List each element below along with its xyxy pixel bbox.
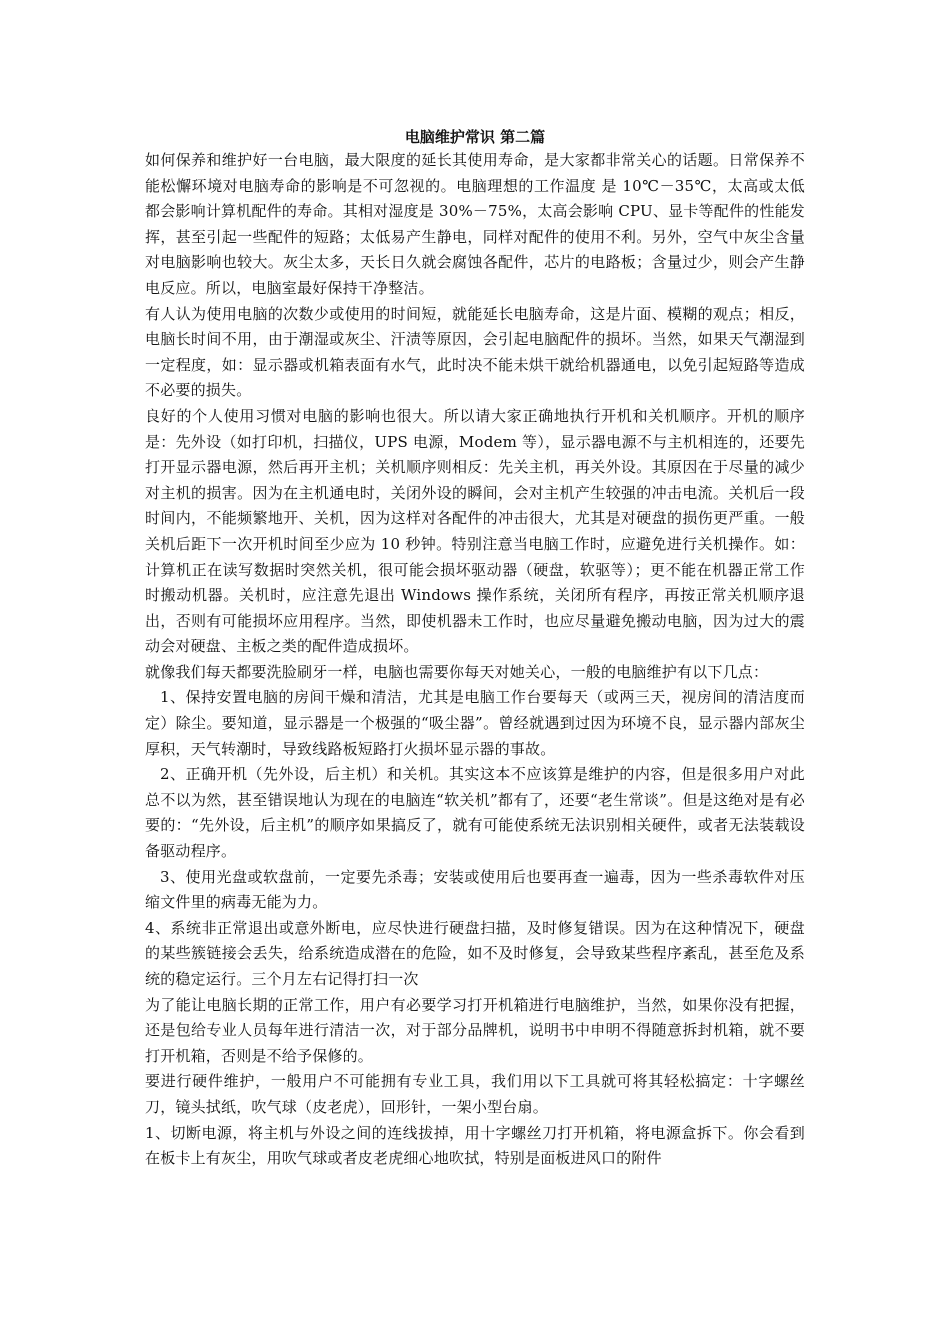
paragraph-power-order: 良好的个人使用习惯对电脑的影响也很大。所以请大家正确地执行开机和关机顺序。开机的顺序是：先外设（如打印机，扫描仪，UPS 电源，Modem 等），显示器电源不与主机相连的，还要先打开显示器电源，然后再开主机；关机顺序则相反：先关主机，再关外设。其原因在于尽量的减少对主机的损害。因为在主机通电时，关闭外设的瞬间，会对主机产生较强的冲击电流。关机后一段时间内，不能频繁地开、关机，因为这样对各配件的冲击很大，尤其是对硬盘的损伤更严重。一般关机后距下一次开机时间至少应为 10 秒钟。特别注意当电脑工作时，应避免进行关机操作。如：计算机正在读写数据时突然关机，很可能会损坏驱动器（硬盘，软驱等）；更不能在机器正常工作时搬动机器。关机时，应注意先退出 Windows 操作系统，关闭所有程序，再按正常关机顺序退出，否则有可能损坏应用程序。当然，即使机器未工作时，也应尽量避免搬动电脑，因为过大的震动会对硬盘、主板之类的配件造成损坏。 [145,406,805,656]
paragraph-tools: 要进行硬件维护，一般用户不可能拥有专业工具，我们用以下工具就可将其轻松搞定：十字螺丝刀，镜头拭纸，吹气球（皮老虎），回形针，一架小型台扇。 [145,1072,805,1116]
paragraph-daily-care: 就像我们每天都要洗脸刷牙一样，电脑也需要你每天对她关心，一般的电脑维护有以下几点： [145,662,769,681]
paragraph-intro: 如何保养和维护好一台电脑，最大限度的延长其使用寿命，是大家都非常关心的话题。日常保养不能松懈环境对电脑寿命的影响是不可忽视的。电脑理想的工作温度 是 10℃－35℃，太高或太低都会影响计算机配件的寿命。其相对湿度是 30%－75%，太高会影响 CPU、显卡等配件的性能发挥，甚至引起一些配件的短路；太低易产生静电，同样对配件的使用不利。另外，空气中灰尘含量对电脑影响也较大。灰尘太多，天长日久就会腐蚀各配件，芯片的电路板；含量过少，则会产生静电反应。所以，电脑室最好保持干净整洁。 [145,151,805,297]
list-item-2: 2、正确开机（先外设，后主机）和关机。其实这本不应该算是维护的内容，但是很多用户对此总不以为然，甚至错误地认为现在的电脑连“软关机”都有了，还要“老生常谈”。但是这绝对是有必要的：“先外设，后主机”的顺序如果搞反了，就有可能使系统无法识别相关硬件，或者无法装载设备驱动程序。 [145,765,805,861]
list-item-1: 1、保持安置电脑的房间干燥和清洁，尤其是电脑工作台要每天（或两三天，视房间的清洁度而定）除尘。要知道，显示器是一个极强的“吸尘器”。曾经就遇到过因为环境不良，显示器内部灰尘厚积，天气转潮时，导致线路板短路打火损坏显示器的事故。 [145,688,805,758]
list-item-3: 3、使用光盘或软盘前，一定要先杀毒；安装或使用后也要再查一遍毒，因为一些杀毒软件对压缩文件里的病毒无能为力。 [145,867,805,912]
document-title: 电脑维护常识 第二篇 [404,128,546,146]
paragraph-usage-frequency: 有人认为使用电脑的次数少或使用的时间短，就能延长电脑寿命，这是片面、模糊的观点；相反，电脑长时间不用，由于潮湿或灰尘、汗渍等原因，会引起电脑配件的损坏。当然，如果天气潮湿到一定程度，如：显示器或机箱表面有水气，此时决不能未烘干就给机器通电，以免引起短路等造成不必要的损失。 [145,304,805,400]
paragraph-step-1: 1、切断电源，将主机与外设之间的连线拔掉，用十字螺丝刀打开机箱，将电源盒拆下。你会看到在板卡上有灰尘，用吹气球或者皮老虎细心地吹拭，特别是面板进风口的附件 [145,1123,805,1168]
list-item-4: 4、系统非正常退出或意外断电，应尽快进行硬盘扫描，及时修复错误。因为在这种情况下，硬盘的某些簇链接会丢失，给系统造成潜在的危险，如不及时修复，会导致某些程序紊乱，甚至危及系统的稳定运行。三个月左右记得打扫一次 [145,918,805,988]
document-body [145,126,805,1172]
paragraph-open-case: 为了能让电脑长期的正常工作，用户有必要学习打开机箱进行电脑维护，当然，如果你没有把握，还是包给专业人员每年进行清洁一次，对于部分品牌机，说明书中申明不得随意拆封机箱，就不要打开机箱，否则是不给予保修的。 [145,995,805,1065]
